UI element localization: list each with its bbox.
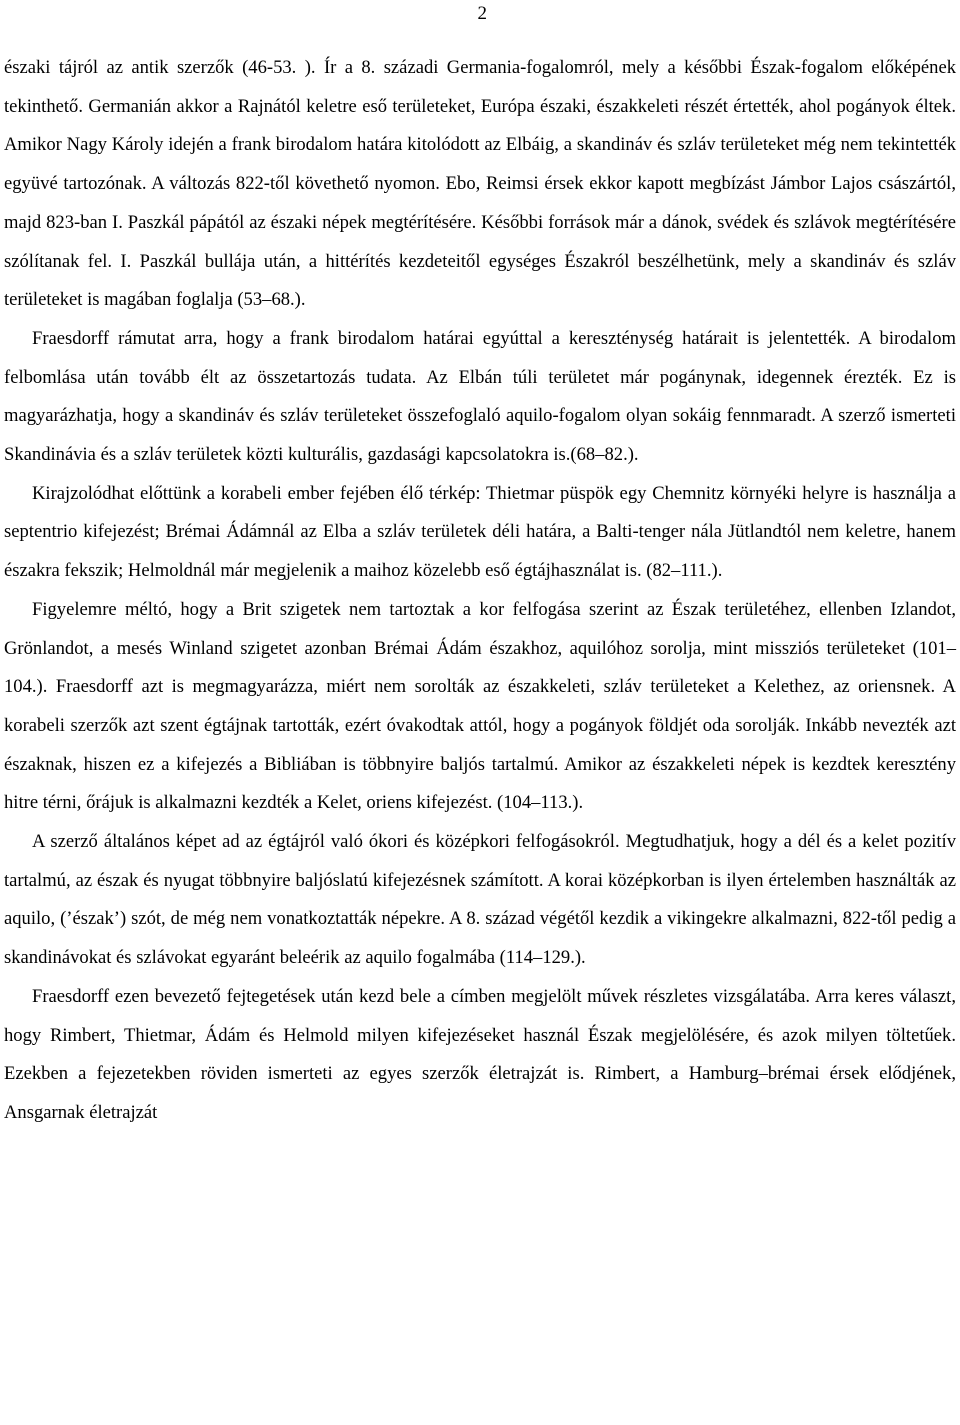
- paragraph-continuation: északi tájról az antik szerzők (46-53. ). Ír a 8. századi Germania-fogalomról, mely a későbbi Észak-fogalom előképének tekinthető. Germanián akkor a Rajnától keletre eső területeket, Európa északi, északkeleti részét értették, ahol pogányok éltek. Amikor Nagy Károly idején a frank birodalom határa kitolódott az Elbáig, a skandináv és szláv területeket még nem tekintették együvé tartozónak. A változás 822-től követhető nyomon. Ebo, Reimsi érsek ekkor kapott megbízást Jámbor Lajos császártól, majd 823-ban I. Paszkál pápától az északi népek megtérítésére. Későbbi források már a dánok, svédek és szlávok megtérítésére szólítanak fel. I. Paszkál bullája után, a hittérítés kezdeteitől egységes Északról beszélhetünk, mely a skandináv és szláv területeket is magában foglalja (53–68.).: [4, 57, 956, 311]
- document-body: [4, 49, 956, 1133]
- paragraph: Fraesdorff rámutat arra, hogy a frank birodalom határai egyúttal a kereszténység határait is jelentették. A birodalom felbomlása után tovább élt az összetartozás tudata. Az Elbán túli területet már pogánynak, idegennek érezték. Ez is magyarázhatja, hogy a skandináv és szláv területeket összefoglaló aquilo-fogalom olyan sokáig fennmaradt. A szerző ismerteti Skandinávia és a szláv területek közti kulturális, gazdasági kapcsolatokra is.(68–82.).: [4, 327, 956, 466]
- paragraph: Fraesdorff ezen bevezető fejtegetések után kezd bele a címben megjelölt művek részletes vizsgálatába. Arra keres választ, hogy Rimbert, Thietmar, Ádám és Helmold milyen kifejezéseket használ Észak megjelölésére, és azok milyen töltetűek. Ezekben a fejezetekben röviden ismerteti az egyes szerzők életrajzát is. Rimbert, a Hamburg–brémai érsek elődjének, Ansgarnak életrajzát: [4, 985, 956, 1123]
- paragraph: Figyelemre méltó, hogy a Brit szigetek nem tartoztak a kor felfogása szerint az Észak területéhez, ellenben Izlandot, Grönlandot, a mesés Winland szigetet azonban Brémai Ádám északhoz, aquilóhoz sorolja, mint missziós területeket (101–104.). Fraesdorff azt is megmagyarázza, miért nem sorolták az északkeleti, szláv területeket a Kelethez, az oriensnek. A korabeli szerzők azt szent égtájnak tartották, ezért óvakodtak attól, hogy a pogányok földjét oda sorolják. Inkább nevezték azt északnak, hiszen ez a kifejezés a Bibliában is többnyire baljós tartalmú. Amikor az északkeleti népek is kezdtek keresztény hitre térni, őrájuk is alkalmazni kezdték a Kelet, oriens kifejezést. (104–113.).: [4, 598, 956, 814]
- page-number: 2: [477, 3, 487, 24]
- paragraph: A szerző általános képet ad az égtájról való ókori és középkori felfogásokról. Megtudhatjuk, hogy a dél és a kelet pozitív tartalmú, az észak és nyugat többnyire baljóslatú kifejezésnek számított. A korai középkorban is ilyen értelemben használták az aquilo, (’észak’) szót, de még nem vonatkoztatták népekre. A 8. század végétől kezdik a vikingekre alkalmazni, 822-től pedig a skandinávokat és szlávokat egyaránt beleérik az aquilo fogalmába (114–129.).: [4, 831, 956, 969]
- paragraph: Kirajzolódhat előttünk a korabeli ember fejében élő térkép: Thietmar püspök egy Chemnitz környéki helyre is használja a septentrio kifejezést; Brémai Ádámnál az Elba a szláv területek déli határa, a Balti-tenger nála Jütlandtól nem keletre, hanem északra fekszik; Helmoldnál már megjelenik a maihoz közelebb eső égtájhasználat is. (82–111.).: [4, 482, 956, 582]
